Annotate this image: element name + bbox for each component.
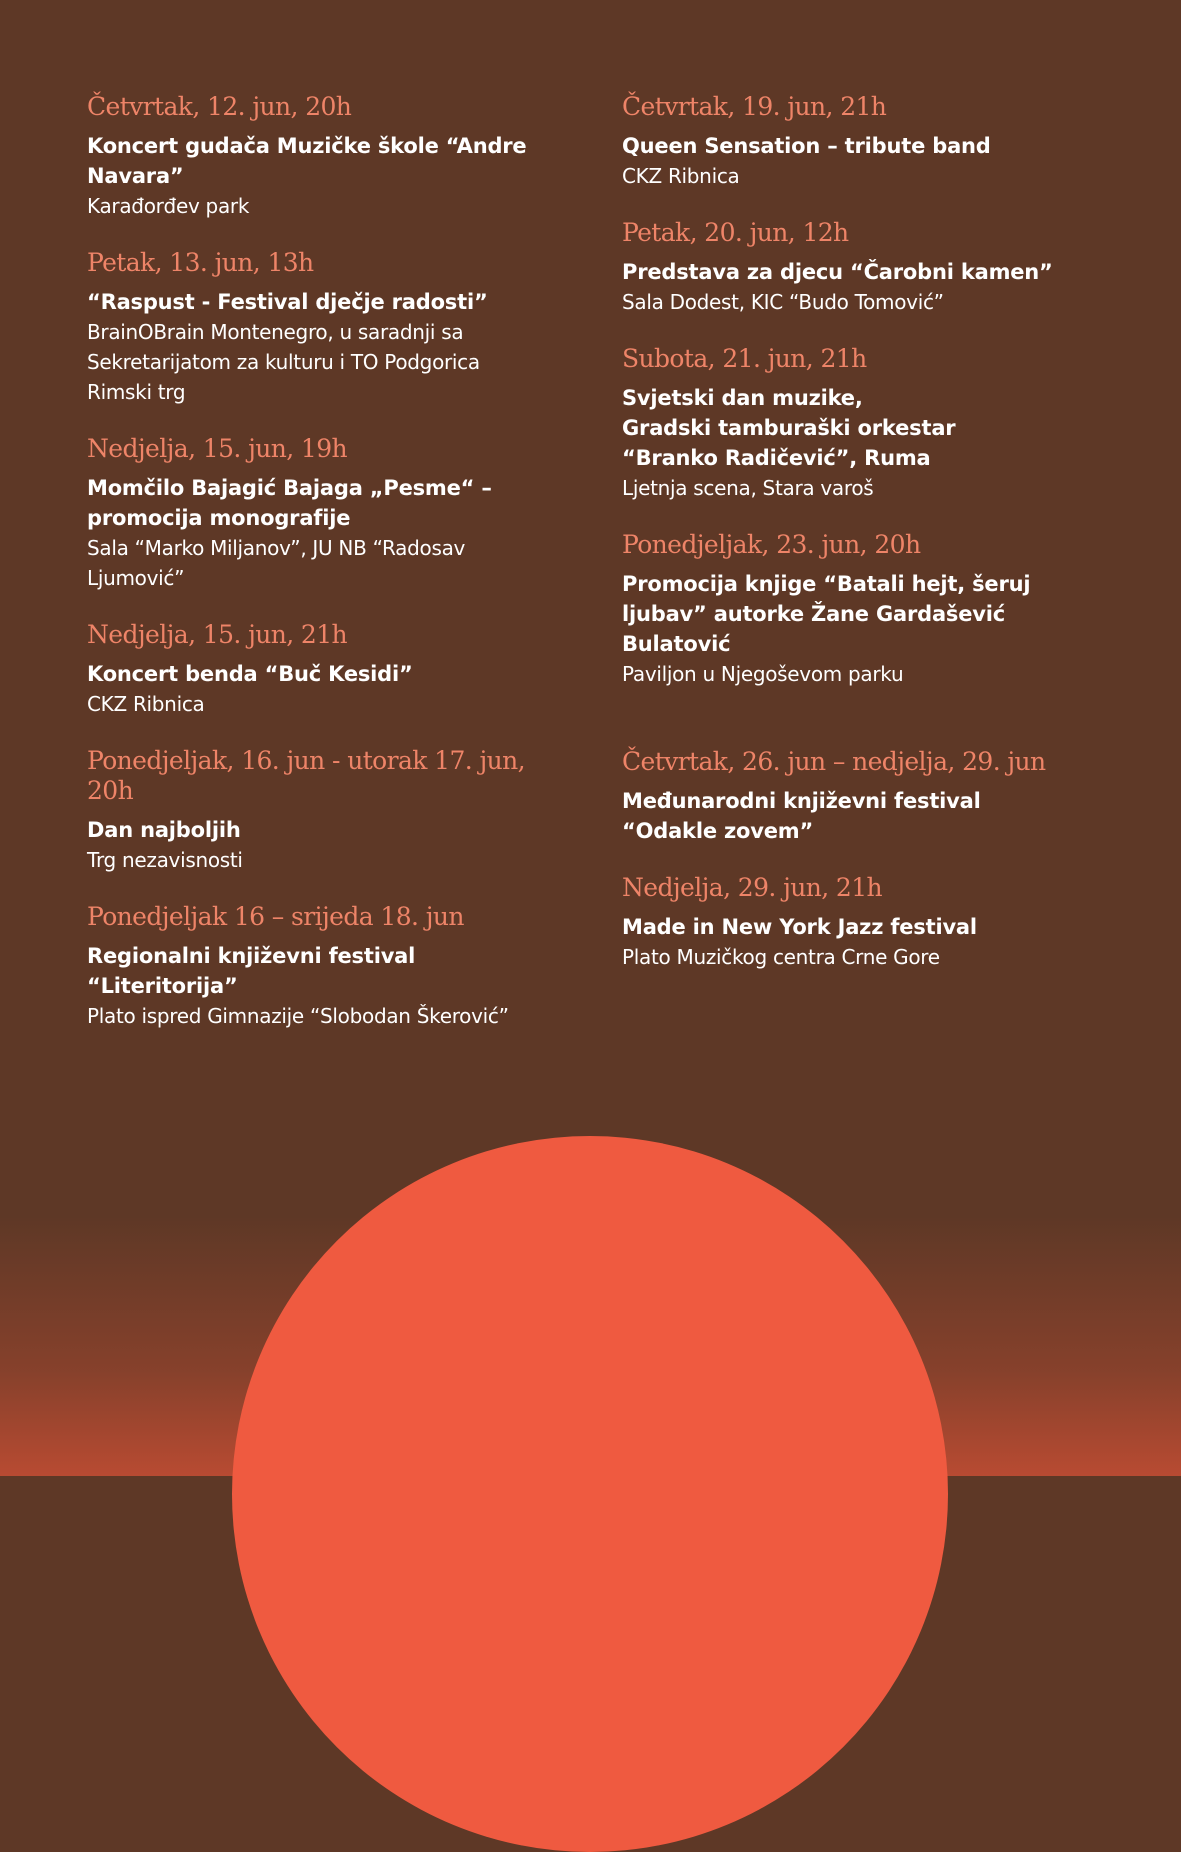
event-place: CKZ Ribnica <box>87 692 205 716</box>
event-title: Koncert benda “Buč Kesidi” <box>87 662 413 686</box>
event-date: Nedjelja, 15. jun, 21h <box>87 620 348 649</box>
event-date: Četvrtak, 26. jun – nedjelja, 29. jun <box>622 747 1046 776</box>
left-event-column <box>87 92 567 1058</box>
event-date: Četvrtak, 12. jun, 20h <box>87 92 352 121</box>
event-title-line: “Branko Radičević”, Ruma <box>622 446 931 470</box>
event-title: Momčilo Bajagić Bajaga „Pesme“ – promocija monografije <box>87 476 492 530</box>
event-title: Promocija knjige “Batali hejt, šeruj ljubav” autorke Žane Gardašević Bulatović <box>622 572 1031 656</box>
event-place: Plato ispred Gimnazije “Slobodan Škerović” <box>87 1004 509 1028</box>
event-title: “Raspust - Festival dječje radosti” <box>87 290 488 314</box>
event-item <box>87 902 567 1031</box>
event-place: Trg nezavisnosti <box>87 848 243 872</box>
event-place: CKZ Ribnica <box>622 164 740 188</box>
event-place: Karađorđev park <box>87 194 250 218</box>
event-title: Predstava za djecu “Čarobni kamen” <box>622 260 1053 284</box>
event-item <box>87 620 567 719</box>
event-place: Sala Dodest, KIC “Budo Tomović” <box>622 290 944 314</box>
event-title: Koncert gudača Muzičke škole “Andre Navara” <box>87 134 527 188</box>
event-place: Plato Muzičkog centra Crne Gore <box>622 945 940 969</box>
event-title: Dan najboljih <box>87 818 241 842</box>
event-date: Nedjelja, 29. jun, 21h <box>622 873 883 902</box>
event-date: Ponedjeljak, 16. jun - utorak 17. jun, 20h <box>87 746 525 805</box>
event-place: Paviljon u Njegoševom parku <box>622 662 904 686</box>
event-item <box>622 92 1082 191</box>
event-item <box>622 344 1082 503</box>
event-date: Subota, 21. jun, 21h <box>622 344 867 373</box>
event-item <box>622 873 1082 972</box>
event-date: Petak, 13. jun, 13h <box>87 248 314 277</box>
event-place: Sala “Marko Miljanov”, JU NB “Radosav Ljumović” <box>87 536 466 590</box>
event-organizer: BrainOBrain Montenegro, u saradnji sa Sekretarijatom za kulturu i TO Podgorica <box>87 320 480 374</box>
event-item <box>622 530 1082 689</box>
sun-circle-decoration <box>232 1136 948 1852</box>
event-title-line: Svjetski dan muzike, <box>622 386 863 410</box>
event-place: Ljetnja scena, Stara varoš <box>622 476 874 500</box>
event-date: Petak, 20. jun, 12h <box>622 218 849 247</box>
event-item <box>87 248 567 407</box>
event-date: Četvrtak, 19. jun, 21h <box>622 92 887 121</box>
event-title: Queen Sensation – tribute band <box>622 134 991 158</box>
event-item <box>87 746 567 875</box>
event-date: Ponedjeljak, 23. jun, 20h <box>622 530 921 559</box>
event-place: Rimski trg <box>87 380 186 404</box>
event-date: Nedjelja, 15. jun, 19h <box>87 434 348 463</box>
event-item <box>622 218 1082 317</box>
right-event-column <box>622 92 1082 999</box>
event-title: Made in New York Jazz festival <box>622 915 977 939</box>
event-item <box>87 92 567 221</box>
event-item <box>87 434 567 593</box>
event-title: Regionalni književni festival “Literitorija” <box>87 944 416 998</box>
event-title-line: Gradski tamburaški orkestar <box>622 416 956 440</box>
event-date: Ponedjeljak 16 – srijeda 18. jun <box>87 902 464 931</box>
event-title: Međunarodni književni festival “Odakle zovem” <box>622 789 981 843</box>
event-item <box>622 747 1082 846</box>
